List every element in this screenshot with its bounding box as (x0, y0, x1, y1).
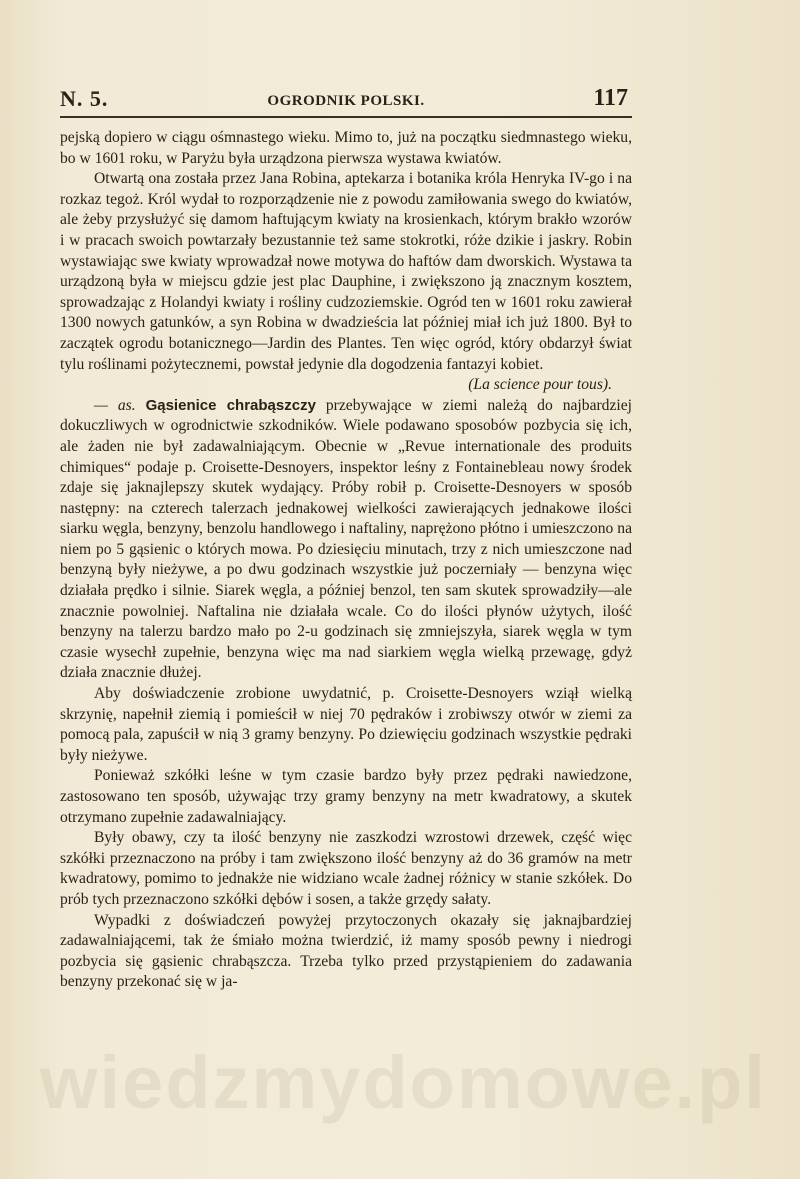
paragraph: Były obawy, czy ta ilość benzyny nie zaszkodzi wzrostowi drzewek, część więc szkółki przeznaczono na próby i tam zwiększono ilość benzyny aż do 36 gramów na metr kwadratowy, pomimo to jednakże nie widziano wcale żadnej różnicy w stanie szkółek. Do prób tych przeznaczono szkółki dębów i sosen, a także grzędy sałaty. (60, 829, 632, 908)
paragraph: Wypadki z doświadczeń powyżej przytoczonych okazały się jaknajbardziej zadawalniającemi, tak że śmiało można twierdzić, iż mamy sposób pewny i niedrogi pozbycia się gąsienic chrabąszcza. Trzeba tylko przed przystąpieniem do zadawania benzyny przekonać się w ja- (60, 911, 632, 991)
source-citation: (La science pour tous). (468, 376, 612, 394)
page-number: 117 (593, 85, 628, 111)
paragraph: Aby doświadczenie zrobione uwydatnić, p. Croisette-Desnoyers wziął wielką skrzynię, napełnił ziemią i pomieścił w niej 70 pędraków i zrobiwszy otwór w ziemi za pomocą pala, zapuścił w nią 3 gramy benzyny. Po dziewięciu godzinach wszystkie pędraki były nieżywe. (60, 685, 632, 764)
author-signature: — as. (94, 396, 136, 414)
paragraph: Ponieważ szkółki leśne w tym czasie bardzo były przez pędraki nawiedzone, zastosowano ten sposób, używając trzy gramy benzyny na metr kwadratowy, a skutek otrzymano zupełnie zadawalniający. (60, 767, 632, 826)
paragraph: Otwartą ona została przez Jana Robina, aptekarza i botanika króla Henryka IV-go i na rozkaz tegoż. Król wydał to rozporządzenie nie z powodu zamiłowania swego do kwiatów, ale żeby przysłużyć się damom haftującym kwiaty na krosienkach, którym brakło wzorów i w pracach swoich powtarzały bezustannie też same stokrotki, róże dzikie i jaskry. Robin wystawiając swe kwiaty wprowadzał nowe motywa do haftów dam dworskich. Wystawa ta urządzoną była w miejscu gdzie jest plac Dauphine, i zwiększono ją znacznym kosztem, sprowadzając z Holandyi kwiaty i rośliny cudzoziemskie. Ogród ten w 1601 roku zawierał 1300 nowych gatunków, a syn Robina w dwadzieścia lat później miał ich już 1800. Był to zaczątek ogrodu botanicznego—Jardin des Plantes. Ten więc ogród, który obdarzył świat tylu roślinami pożytecznemi, powstał jedynie dla dogodzenia fantazyi kobiet. (60, 170, 632, 373)
paragraph (60, 396, 632, 684)
watermark: wiedzmydomowe.pl (40, 1041, 767, 1124)
article-heading-term: Gąsienice chrabąszczy (145, 396, 316, 414)
paragraph: pejską dopiero w ciągu ośmnastego wieku. Mimo to, już na początku siedmnastego wieku, bo w 1601 roku, w Paryżu była urządzona pierwsza wystawa kwiatów. (60, 129, 632, 167)
issue-number: N. 5. (60, 86, 109, 111)
article-body (60, 128, 632, 993)
journal-title: OGRODNIK POLSKI. (267, 93, 425, 109)
paragraph-text: przebywające w ziemi należą do najbardziej dokuczliwych w ogrodnictwie szkodników. Wiele podawano sposobów pozbycia się ich, ale żaden nie był zadawalniającym. Obecnie w „Revue internationale des produits chimiques“ podaje p. Croisette-Desnoyers, inspektor leśny z Fontainebleau nowy środek zdaje się jaknajlepszy skutek wydający. Próby robił p. Croisette-Desnoyers w sposób następny: na czterech talerzach jednakowej wielkości zawierających jednakowe ilości siarku węgla, benzyny, benzolu handlowego i naftaliny, naprężono płótno i umieszczono na niem po 5 gąsienic o których mowa. Po dziesięciu minutach, trzy z nich umieszczone nad benzyną były nieżywe, a po dwu godzinach wszystkie już poczerniały — benzyna więc działała prędko i silnie. Siarek węgla, a później benzol, ten sam skutek sprowadziły—ale znacznie powolniej. Naftalina nie działała wcale. Co do ilości płynów użytych, ilość benzyny na talerzu bardzo mało po 2-u godzinach się zmniejszyła, siarek węgla w tym czasie wysechł zupełnie, benzyna więc ma nad siarkiem węgla wielką przewagę, gdyż działa znacznie dłużej. (60, 396, 632, 682)
page-header (60, 80, 632, 118)
